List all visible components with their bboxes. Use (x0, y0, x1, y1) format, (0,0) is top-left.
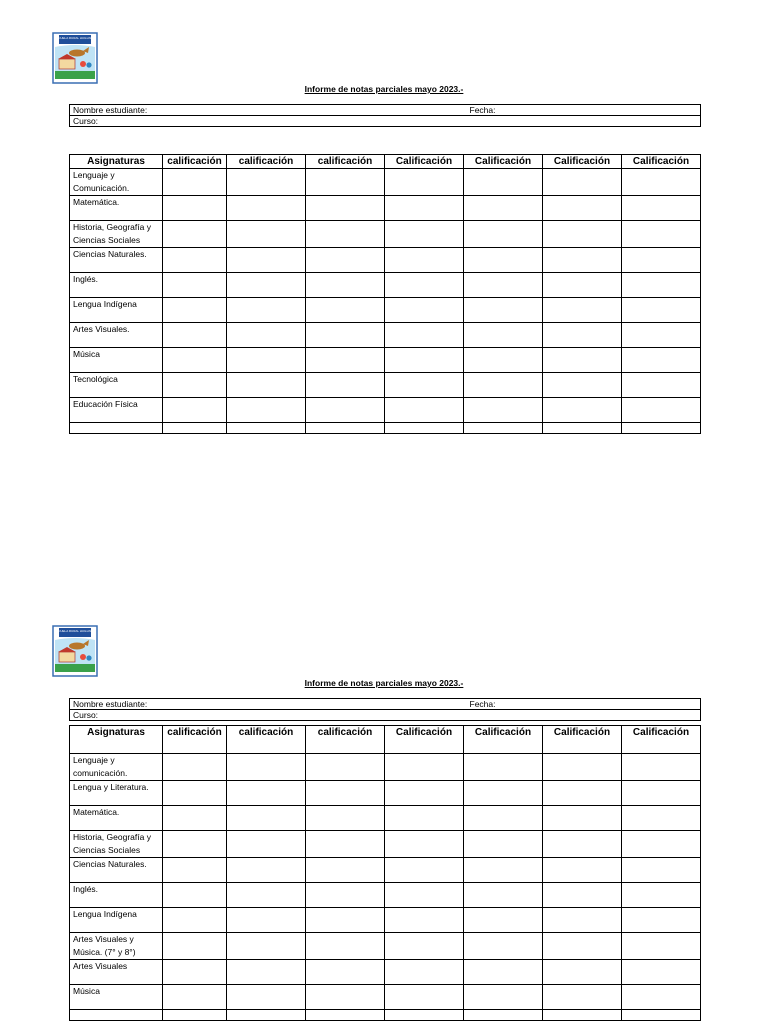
report-title: Informe de notas parciales mayo 2023.- (304, 678, 464, 688)
course-field[interactable]: Curso: (70, 710, 701, 721)
header-grade: Calificación (464, 726, 543, 754)
grades-table (69, 725, 701, 1021)
header-grade: Calificación (385, 726, 464, 754)
grade-cell[interactable] (543, 933, 622, 960)
date-field[interactable]: Fecha: (470, 105, 701, 116)
grade-cell[interactable] (306, 831, 385, 858)
student-info-table (69, 698, 701, 721)
grade-cell[interactable] (163, 806, 227, 831)
grade-cell[interactable] (163, 858, 227, 883)
table-row (70, 858, 701, 883)
grade-cell[interactable] (385, 781, 464, 806)
grade-cell[interactable] (306, 858, 385, 883)
grade-cell[interactable] (543, 806, 622, 831)
grade-cell[interactable] (622, 985, 701, 1010)
grade-cell[interactable] (543, 960, 622, 985)
grade-cell[interactable] (306, 754, 385, 781)
header-grade: Calificación (622, 726, 701, 754)
subject-cell: Matemática. (70, 806, 163, 831)
grade-cell[interactable] (543, 754, 622, 781)
grade-cell[interactable] (464, 985, 543, 1010)
grade-cell[interactable] (306, 883, 385, 908)
grade-cell[interactable] (543, 858, 622, 883)
subject-cell: Lengua Indígena (70, 908, 163, 933)
grade-cell[interactable] (306, 806, 385, 831)
subject-cell: Artes Visuales y Música. (7° y 8°) (70, 933, 163, 960)
grade-cell[interactable] (306, 985, 385, 1010)
grade-cell[interactable] (464, 883, 543, 908)
grade-cell[interactable] (622, 781, 701, 806)
header-subjects: Asignaturas (70, 726, 163, 754)
header-grade: calificación (227, 726, 306, 754)
subject-cell: Lenguaje y comunicación. (70, 754, 163, 781)
grade-cell[interactable] (622, 960, 701, 985)
grade-cell[interactable] (622, 1010, 701, 1021)
subject-cell: Lengua y Literatura. (70, 781, 163, 806)
header-grade: Calificación (543, 726, 622, 754)
table-row (70, 754, 701, 781)
subject-cell: Ciencias Naturales. (70, 858, 163, 883)
grade-cell[interactable] (543, 831, 622, 858)
grade-cell[interactable] (163, 985, 227, 1010)
header-grade: calificación (306, 726, 385, 754)
subject-cell: Inglés. (70, 273, 163, 298)
table-row (70, 806, 701, 831)
table-row (70, 908, 701, 933)
grade-cell[interactable] (306, 781, 385, 806)
grade-cell[interactable] (543, 883, 622, 908)
grade-cell[interactable] (622, 933, 701, 960)
subject-cell: Música (70, 348, 163, 373)
table-row (70, 883, 701, 908)
table-row (70, 985, 701, 1010)
grade-cell[interactable] (385, 754, 464, 781)
grade-cell[interactable] (385, 806, 464, 831)
grade-cell[interactable] (227, 985, 306, 1010)
header-grade: Calificación (622, 155, 701, 169)
grade-cell[interactable] (385, 858, 464, 883)
grade-cell[interactable] (385, 985, 464, 1010)
table-row (70, 960, 701, 985)
grade-cell[interactable] (163, 908, 227, 933)
grade-cell[interactable] (227, 883, 306, 908)
subject-cell: Inglés. (70, 883, 163, 908)
grade-cell[interactable] (385, 960, 464, 985)
grade-cell[interactable] (543, 985, 622, 1010)
grade-cell[interactable] (306, 908, 385, 933)
subject-cell: Tecnológica (70, 373, 163, 398)
subject-cell: Artes Visuales. (70, 323, 163, 348)
header-row (70, 726, 701, 754)
table-row (70, 1010, 701, 1021)
grade-cell[interactable] (227, 781, 306, 806)
grade-cell[interactable] (227, 1010, 306, 1021)
grade-cell[interactable] (464, 908, 543, 933)
grade-cell[interactable] (464, 806, 543, 831)
grade-cell[interactable] (227, 806, 306, 831)
school-logo (51, 624, 99, 679)
subject-cell: Historia, Geografía y Ciencias Sociales (70, 831, 163, 858)
grade-cell[interactable] (385, 1010, 464, 1021)
table-row (70, 831, 701, 858)
header-grade: Calificación (464, 155, 543, 169)
grade-cell[interactable] (227, 933, 306, 960)
subject-cell: Historia, Geografía y Ciencias Sociales (70, 221, 163, 248)
subject-cell (70, 1010, 163, 1021)
header-grade: calificación (163, 155, 227, 169)
subject-cell: Matemática. (70, 196, 163, 221)
table-row (70, 781, 701, 806)
grade-cell[interactable] (306, 933, 385, 960)
subject-cell: Educación Física (70, 398, 163, 423)
grade-cell[interactable] (622, 754, 701, 781)
grade-cell[interactable] (464, 1010, 543, 1021)
grade-cell[interactable] (163, 1010, 227, 1021)
grade-cell[interactable] (464, 858, 543, 883)
grade-cell[interactable] (543, 908, 622, 933)
header-grade: calificación (227, 155, 306, 169)
course-row (70, 710, 701, 721)
grade-cell[interactable] (227, 754, 306, 781)
header-grade: Calificación (385, 155, 464, 169)
grade-cell[interactable] (464, 831, 543, 858)
subject-cell: Artes Visuales (70, 960, 163, 985)
date-field[interactable]: Fecha: (470, 699, 701, 710)
grade-cell[interactable] (385, 883, 464, 908)
grade-cell[interactable] (163, 933, 227, 960)
svg-text:ESCUELA RURAL HUILLINCO: ESCUELA RURAL HUILLINCO (54, 629, 96, 633)
student-name-field[interactable]: Nombre estudiante: (70, 105, 470, 116)
grade-cell[interactable] (385, 908, 464, 933)
grade-cell[interactable] (163, 883, 227, 908)
grade-cell[interactable] (464, 781, 543, 806)
grade-cell[interactable] (385, 933, 464, 960)
grade-cell[interactable] (622, 908, 701, 933)
subject-cell: Lenguaje y Comunicación. (70, 169, 163, 196)
grade-cell[interactable] (464, 933, 543, 960)
subject-cell: Ciencias Naturales. (70, 248, 163, 273)
grade-cell[interactable] (622, 858, 701, 883)
table-row (70, 933, 701, 960)
grade-cell[interactable] (163, 960, 227, 985)
subject-cell: Música (70, 985, 163, 1010)
grade-cell[interactable] (622, 831, 701, 858)
header-subjects: Asignaturas (70, 155, 163, 169)
grade-cell[interactable] (464, 754, 543, 781)
student-name-field[interactable]: Nombre estudiante: (70, 699, 470, 710)
svg-text:ESCUELA RURAL HUILLINCO: ESCUELA RURAL HUILLINCO (54, 36, 96, 40)
grade-cell[interactable] (306, 960, 385, 985)
grade-cell[interactable] (543, 1010, 622, 1021)
report-title: Informe de notas parciales mayo 2023.- (304, 84, 464, 94)
header-grade: calificación (306, 155, 385, 169)
grade-cell[interactable] (543, 781, 622, 806)
student-row (70, 699, 701, 710)
grade-cell[interactable] (464, 960, 543, 985)
grade-cell[interactable] (227, 960, 306, 985)
header-grade: calificación (163, 726, 227, 754)
grade-cell[interactable] (163, 754, 227, 781)
grade-cell[interactable] (622, 806, 701, 831)
grade-cell[interactable] (306, 1010, 385, 1021)
grade-cell[interactable] (163, 831, 227, 858)
grade-cell[interactable] (227, 908, 306, 933)
header-grade: Calificación (543, 155, 622, 169)
grade-cell[interactable] (227, 831, 306, 858)
grade-cell[interactable] (163, 781, 227, 806)
course-field[interactable]: Curso: (70, 116, 701, 127)
grade-cell[interactable] (385, 831, 464, 858)
grade-cell[interactable] (622, 883, 701, 908)
subject-cell: Lengua Indígena (70, 298, 163, 323)
grade-cell[interactable] (227, 858, 306, 883)
